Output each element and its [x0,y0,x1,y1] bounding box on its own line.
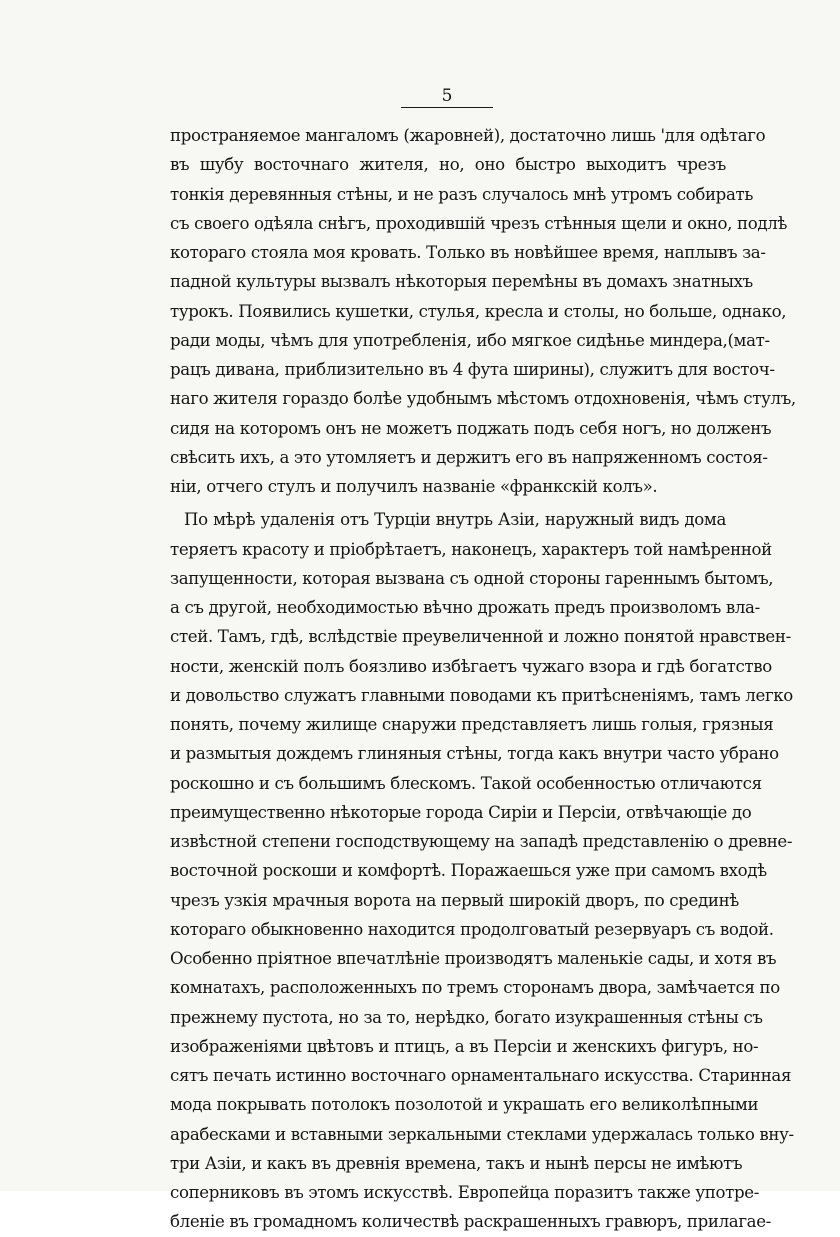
text-line: съ своего одѣяла снѣгъ, проходившій чрезъ стѣнныя щели и окно, подлѣ [170,213,788,233]
text-line: арабесками и вставными зеркальными стеклами удержалась только вну- [170,1124,794,1144]
text-line: сидя на которомъ онъ не можетъ поджать подъ себя ногъ, но долженъ [170,418,772,438]
text-line: три Азіи, и какъ въ древнія времена, такъ и нынѣ персы не имѣютъ [170,1153,743,1173]
text-line: понять, почему жилище снаружи представляетъ лишь голыя, грязныя [170,715,774,734]
text-line: извѣстной степени господствующему на западѣ представленію о древне- [170,832,793,851]
text-line: сятъ печать истинно восточнаго орнаментальнаго искусства. Старинная [170,1066,792,1085]
paragraph-1 [170,121,796,501]
text-line: и довольство служатъ главными поводами къ притѣсненіямъ, тамъ легко [170,685,793,705]
text-line: комнатахъ, расположенныхъ по тремъ сторонамъ двора, замѣчается по [170,978,780,998]
text-line: Особенно пріятное впечатлѣніе производятъ маленькіе сады, и хотя въ [170,949,777,968]
text-line: изображеніями цвѣтовъ и птицъ, а въ Персіи и женскихъ фигуръ, но- [170,1036,759,1056]
text-line: падной культуры вызвалъ нѣкоторыя перемѣны въ домахъ знатныхъ [170,272,753,292]
text-line: преимущественно нѣкоторые города Сиріи и Персіи, отвѣчающіе до [170,802,752,822]
text-line: теряетъ красоту и пріобрѣтаетъ, наконецъ, характеръ той намѣренной [170,539,772,559]
text-line: чрезъ узкія мрачныя ворота на первый широкій дворъ, по срединѣ [170,890,739,910]
text-line: прежнему пустота, но за то, нерѣдко, богато изукрашенныя стѣны съ [170,1007,763,1027]
text-line: мода покрывать потолокъ позолотой и украшать его великолѣпными [170,1095,759,1115]
page-number: 5 [441,86,453,106]
text-line: восточной роскоши и комфортѣ. Поражаешься уже при самомъ входѣ [170,861,767,881]
text-line: ніи, отчего стулъ и получилъ названіе «франкскій колъ». [170,477,658,496]
text-line: роскошно и съ большимъ блескомъ. Такой особенностью отличаются [170,773,762,793]
text-line: рацъ дивана, приблизительно въ 4 фута ширины), служитъ для восточ- [170,360,775,379]
text-line: стей. Тамъ, гдѣ, вслѣдствіе преувеличенной и ложно понятой нравствен- [170,627,791,647]
text-line: котораго обыкновенно находится продолговатый резервуаръ съ водой. [170,919,774,939]
text-line: По мѣрѣ удаленія отъ Турціи внутрь Азіи, наружный видъ дома [184,510,726,530]
text-line: турокъ. Появились кушетки, стулья, кресла и столы, но больше, однако, [170,301,787,321]
text-line: запущенности, которая вызвана съ одной стороны гареннымъ бытомъ, [170,568,774,588]
text-line: въ шубу восточнаго жителя, но, оно быстро выходитъ чрезъ [170,155,726,175]
text-line: свѣсить ихъ, а это утомляетъ и держитъ его въ напряженномъ состоя- [170,447,768,467]
text-line: бленіе въ громадномъ количествѣ раскрашенныхъ гравюръ, прилагае- [170,1212,771,1232]
paragraph-2 [170,505,794,1236]
text-line: соперниковъ въ этомъ искусствѣ. Европейца поразитъ также употре- [170,1183,759,1202]
text-line: и размытыя дождемъ глиняныя стѣны, тогда какъ внутри часто убрано [170,744,779,764]
text-line: ради моды, чѣмъ для употребленія, ибо мягкое сидѣнье миндера,(мат- [170,330,770,350]
text-line: тонкія деревянныя стѣны, и не разъ случалось мнѣ утромъ собирать [170,184,753,204]
text-line: ности, женскій полъ боязливо избѣгаетъ чужаго взора и гдѣ богатство [170,656,772,676]
text-line: а съ другой, необходимостью вѣчно дрожать предъ произволомъ вла- [170,598,760,617]
text-line: котораго стояла моя кровать. Только въ новѣйшее время, наплывъ за- [170,243,766,262]
header-rule [401,107,493,108]
body-text [170,121,796,1237]
text-line: наго жителя гораздо болѣе удобнымъ мѣстомъ отдохновенія, чѣмъ стулъ, [170,389,796,409]
text-line: пространяемое мангаломъ (жаровней), достаточно лишь 'для одѣтаго [170,126,766,145]
